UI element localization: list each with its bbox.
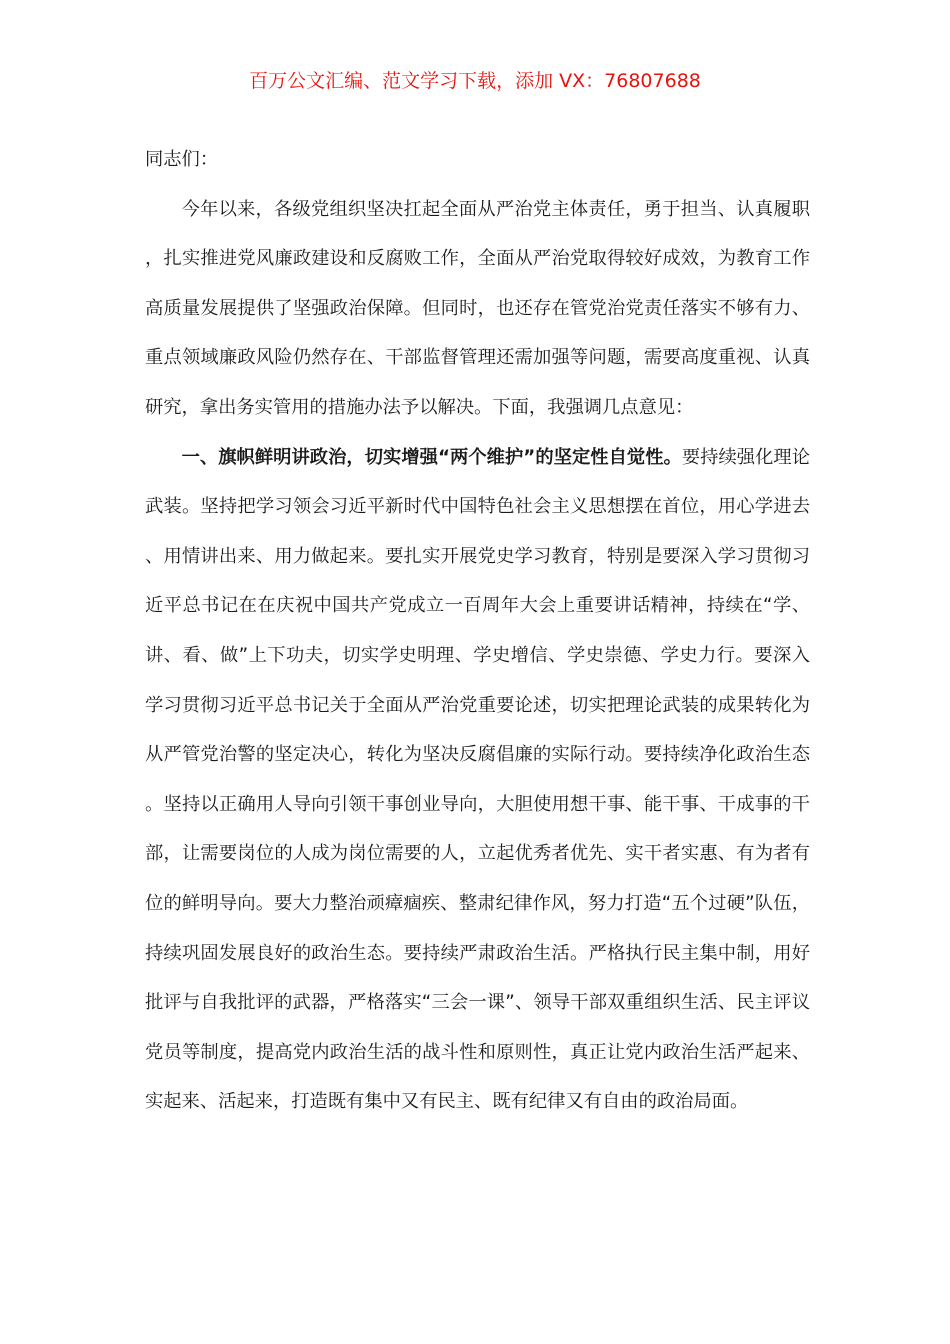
document-body: [145, 135, 810, 1127]
watermark-header: 百万公文汇编、范文学习下载，添加 VX：76807688: [249, 70, 701, 92]
opening-paragraph: 今年以来，各级党组织坚决扛起全面从严治党主体责任，勇于担当、认真履职，扎实推进党风廉政建设和反腐败工作，全面从严治党取得较好成效，为教育工作高质量发展提供了坚强政治保障。但同时，也还存在管党治党责任落实不够有力、重点领域廉政风险仍然存在、干部监督管理还需加强等问题，需要高度重视、认真研究，拿出务实管用的措施办法予以解决。下面，我强调几点意见：: [145, 198, 810, 418]
section-1-body: 要持续强化理论武装。坚持把学习领会习近平新时代中国特色社会主义思想摆在首位，用心学进去、用情讲出来、用力做起来。要扎实开展党史学习教育，特别是要深入学习贯彻习近平总书记在在庆祝中国共产党成立一百周年大会上重要讲话精神，持续在“学、讲、看、做”上下功夫，切实学史明理、学史增信、学史崇德、学史力行。要深入学习贯彻习近平总书记关于全面从严治党重要论述，切实把理论武装的成果转化为从严管党治警的坚定决心，转化为坚决反腐倡廉的实际行动。要持续净化政治生态。坚持以正确用人导向引领干事创业导向，大胆使用想干事、能干事、干成事的干部，让需要岗位的人成为岗位需要的人，立起优秀者优先、实干者实惠、有为者有位的鲜明导向。要大力整治顽瘴痼疾、整肃纪律作风，努力打造“五个过硬”队伍，持续巩固发展良好的政治生态。要持续严肃政治生活。严格执行民主集中制，用好批评与自我批评的武器，严格落实“三会一课”、领导干部双重组织生活、民主评议党员等制度，提高党内政治生活的战斗性和原则性，真正让党内政治生活严起来、实起来、活起来，打造既有集中又有民主、既有纪律又有自由的政治局面。: [145, 446, 811, 1113]
section-1-heading: 一、旗帜鲜明讲政治，切实增强“两个维护”的坚定性自觉性。: [181, 446, 682, 468]
salutation: 同志们：: [145, 149, 219, 170]
section-1-paragraph: [145, 433, 810, 1127]
